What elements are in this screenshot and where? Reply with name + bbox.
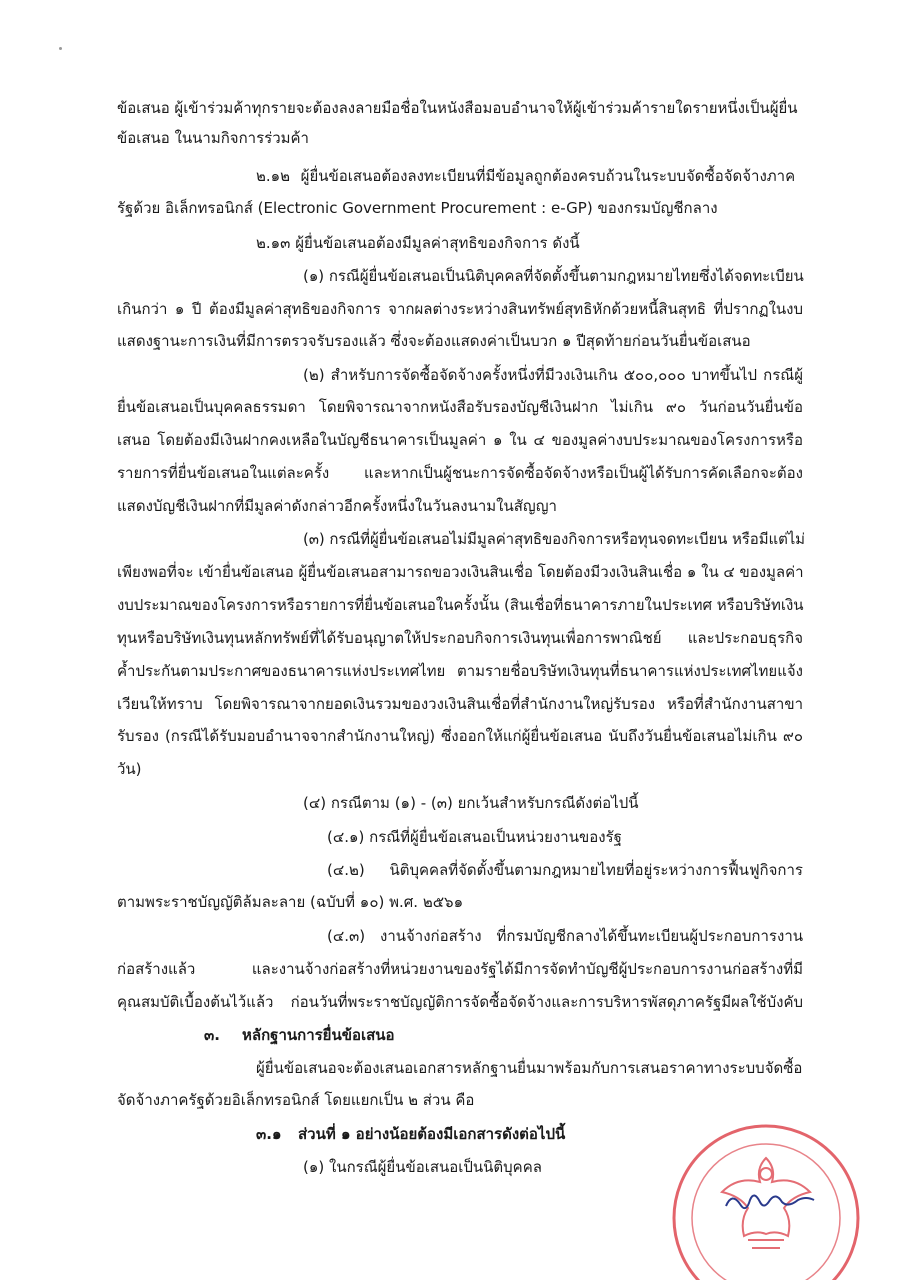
item-1: (๑) กรณีผู้ยื่นข้อเสนอเป็นนิติบุคคลที่จัดตั้งขึ้นตามกฎหมายไทยซึ่งได้จดทะเบียน [303, 267, 804, 285]
section-3-title: หลักฐานการยื่นข้อเสนอ [242, 1026, 395, 1044]
clause-2-13: ๒.๑๓ ผู้ยื่นข้อเสนอต้องมีมูลค่าสุทธิของกิจการ ดังนี้ [256, 234, 580, 252]
scan-speck [59, 47, 62, 50]
paragraph-line: ค้ำประกันตามประกาศของธนาคารแห่งประเทศไทย ตามรายชื่อบริษัทเงินทุนที่ธนาคารแห่งประเทศไทยแจ้ง [117, 662, 803, 680]
item-2: (๒) สำหรับการจัดซื้อจัดจ้างครั้งหนึ่งที่มีวงเงินเกิน ๕๐๐,๐๐๐ บาทขึ้นไป กรณีผู้ [303, 366, 803, 384]
official-seal-stamp [668, 1100, 868, 1280]
seal-outer-ring [674, 1126, 858, 1280]
paragraph-line: ก่อสร้างแล้ว และงานจ้างก่อสร้างที่หน่วยงานของรัฐได้มีการจัดทำบัญชีผู้ประกอบการงานก่อสร้างที่มี [117, 960, 803, 978]
paragraph-line: จัดจ้างภาครัฐด้วยอิเล็กทรอนิกส์ โดยแยกเป็น ๒ ส่วน คือ [117, 1091, 475, 1109]
paragraph-line: แสดงบัญชีเงินฝากที่มีมูลค่าดังกล่าวอีกครั้งหนึ่งในวันลงนามในสัญญา [117, 497, 557, 515]
paragraph-line: เสนอ โดยต้องมีเงินฝากคงเหลือในบัญชีธนาคารเป็นมูลค่า ๑ ใน ๔ ของมูลค่างบประมาณของโครงการหรือ [117, 431, 803, 449]
paragraph-line: ยื่นข้อเสนอเป็นบุคคลธรรมดา โดยพิจารณาจากหนังสือรับรองบัญชีเงินฝาก ไม่เกิน ๙๐ วันก่อนวันยื่นข้อ [117, 398, 803, 416]
item-4-3: (๔.๓) งานจ้างก่อสร้าง ที่กรมบัญชีกลางได้ขึ้นทะเบียนผู้ประกอบการงาน [327, 927, 803, 945]
paragraph-line: งบประมาณของโครงการหรือรายการที่ยื่นข้อเสนอในครั้งนั้น (สินเชื่อที่ธนาคารภายในประเทศ หรือบริษัทเงิน [117, 596, 804, 614]
section-3-1-number: ๓.๑ [256, 1125, 282, 1143]
paragraph-line: เกินกว่า ๑ ปี ต้องมีมูลค่าสุทธิของกิจการ จากผลต่างระหว่างสินทรัพย์สุทธิหักด้วยหนี้สินสุทธิ ที่ปรากฏในงบ [117, 300, 803, 318]
garuda-emblem-icon [722, 1158, 810, 1248]
paragraph-line: วัน) [117, 760, 142, 778]
item-3: (๓) กรณีที่ผู้ยื่นข้อเสนอไม่มีมูลค่าสุทธิของกิจการหรือทุนจดทะเบียน หรือมีแต่ไม่ [303, 530, 805, 548]
paragraph-line: ข้อเสนอ ผู้เข้าร่วมค้าทุกรายจะต้องลงลายมือชื่อในหนังสือมอบอำนาจให้ผู้เข้าร่วมค้ารายใดรายหนึ่งเป็นผู้ยื่น [117, 99, 798, 117]
paragraph-line: ทุนหรือบริษัทเงินทุนหลักทรัพย์ที่ได้รับอนุญาตให้ประกอบกิจการเงินทุนเพื่อการพาณิชย์ และประกอบธุรกิจ [117, 629, 803, 647]
item-3-1-1: (๑) ในกรณีผู้ยื่นข้อเสนอเป็นนิติบุคคล [303, 1158, 542, 1176]
paragraph-line: เพียงพอที่จะ เข้ายื่นข้อเสนอ ผู้ยื่นข้อเสนอสามารถขอวงเงินสินเชื่อ โดยต้องมีวงเงินสินเชื่อ ๑ ใน ๔ ของมูลค่า [117, 563, 804, 581]
paragraph-line: แสดงฐานะการเงินที่มีการตรวจรับรองแล้ว ซึ่งจะต้องแสดงค่าเป็นบวก ๑ ปีสุดท้ายก่อนวันยื่นข้อเสนอ [117, 332, 751, 350]
clause-2-12: ๒.๑๒ ผู้ยื่นข้อเสนอต้องลงทะเบียนที่มีข้อมูลถูกต้องครบถ้วนในระบบจัดซื้อจัดจ้างภาค [256, 167, 796, 185]
paragraph-line: รับรอง (กรณีได้รับมอบอำนาจจากสำนักงานใหญ่) ซึ่งออกให้แก่ผู้ยื่นข้อเสนอ นับถึงวันยื่นข้อเสนอไม่เกิน ๙๐ [117, 727, 803, 745]
item-4-1: (๔.๑) กรณีที่ผู้ยื่นข้อเสนอเป็นหน่วยงานของรัฐ [327, 828, 622, 846]
paragraph-line: เวียนให้ทราบ โดยพิจารณาจากยอดเงินรวมของวงเงินสินเชื่อที่สำนักงานใหญ่รับรอง หรือที่สำนักงานสาขา [117, 695, 803, 713]
paragraph-line: ผู้ยื่นข้อเสนอจะต้องเสนอเอกสารหลักฐานยื่นมาพร้อมกับการเสนอราคาทางระบบจัดซื้อ [256, 1059, 803, 1077]
paragraph-line: คุณสมบัติเบื้องต้นไว้แล้ว ก่อนวันที่พระราชบัญญัติการจัดซื้อจัดจ้างและการบริหารพัสดุภาครัฐมีผลใช้บังคับ [117, 993, 803, 1011]
seal-inner-ring [692, 1144, 840, 1280]
item-4-2: (๔.๒) นิติบุคคลที่จัดตั้งขึ้นตามกฎหมายไทยที่อยู่ระหว่างการฟื้นฟูกิจการ [327, 861, 803, 879]
paragraph-line: ข้อเสนอ ในนามกิจการร่วมค้า [117, 129, 309, 147]
section-3-1-title: ส่วนที่ ๑ อย่างน้อยต้องมีเอกสารดังต่อไปนี้ [298, 1125, 566, 1143]
paragraph-line: รายการที่ยื่นข้อเสนอในแต่ละครั้ง และหากเป็นผู้ชนะการจัดซื้อจัดจ้างหรือเป็นผู้ได้รับการคัดเลือกจะต้อง [117, 464, 803, 482]
signature-scribble [726, 1195, 814, 1208]
item-4: (๔) กรณีตาม (๑) - (๓) ยกเว้นสำหรับกรณีดังต่อไปนี้ [303, 794, 639, 812]
paragraph-line: รัฐด้วย อิเล็กทรอนิกส์ (Electronic Government Procurement : e-GP) ของกรมบัญชีกลาง [117, 199, 718, 217]
paragraph-line: ตามพระราชบัญญัติล้มละลาย (ฉบับที่ ๑๐) พ.ศ. ๒๕๖๑ [117, 893, 464, 911]
section-3-number: ๓. [204, 1026, 220, 1044]
